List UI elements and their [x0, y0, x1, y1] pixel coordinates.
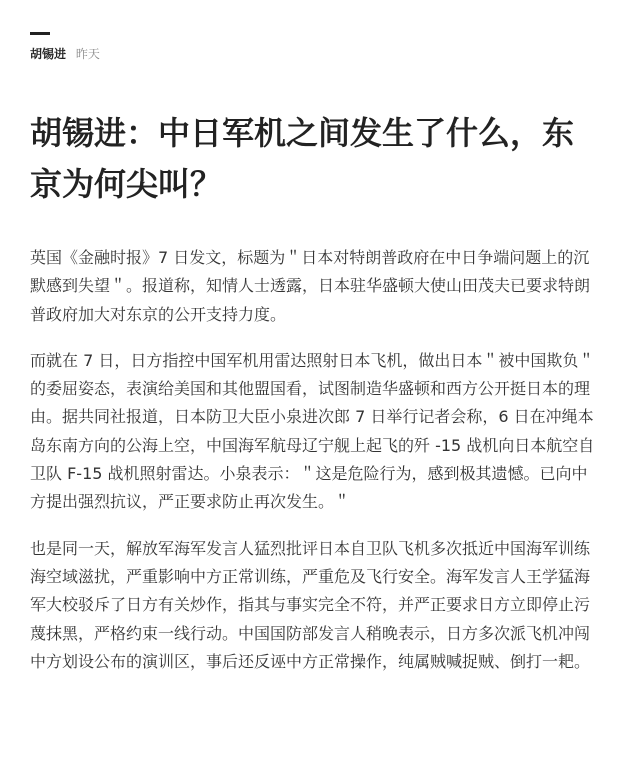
article-meta	[30, 45, 100, 63]
article-body	[30, 244, 600, 694]
article-title: 胡锡进：中日军机之间发生了什么，东京为何尖叫？	[30, 114, 575, 203]
article-paragraph-1: 英国《金融时报》7 日发文，标题为＂日本对特朗普政府在中日争端问题上的沉默感到失望＂。报道称，知情人士透露，日本驻华盛顿大使山田茂夫已要求特朗普政府加大对东京的公开支持力度。	[30, 248, 591, 324]
article-paragraph-2: 而就在 7 日，日方指控中国军机用雷达照射日本飞机，做出日本＂被中国欺负＂的委屈姿态，表演给美国和其他盟国看，试图制造华盛顿和西方公开挺日本的理由。据共同社报道，日本防卫大臣小泉进次郎 7 日举行记者会称，6 日在冲绳本岛东南方向的公海上空，中国海军航母辽宁舰上起飞的歼 -15 战机向日本航空自卫队 F-15 战机照射雷达。小泉表示：＂这是危险行为，感到极其遗憾。已向中方提出强烈抗议，严正要求防止再次发生。＂	[30, 350, 595, 512]
header-accent-bar	[30, 32, 50, 35]
article-paragraph-3: 也是同一天，解放军海军发言人猛烈批评日本自卫队飞机多次抵近中国海军训练海空域滋扰，严重影响中方正常训练，严重危及飞行安全。海军发言人王学猛海军大校驳斥了日方有关炒作，指其与事实完全不符，并严正要求日方立即停止污蔑抹黑，严格约束一线行动。中国国防部发言人稍晚表示，日方多次派飞机冲闯中方划设公布的演训区，事后还反诬中方正常操作，纯属贼喊捉贼、倒打一耙。	[30, 538, 591, 671]
author-name[interactable]: 胡锡进	[30, 47, 67, 61]
publish-time: 昨天	[75, 47, 100, 61]
